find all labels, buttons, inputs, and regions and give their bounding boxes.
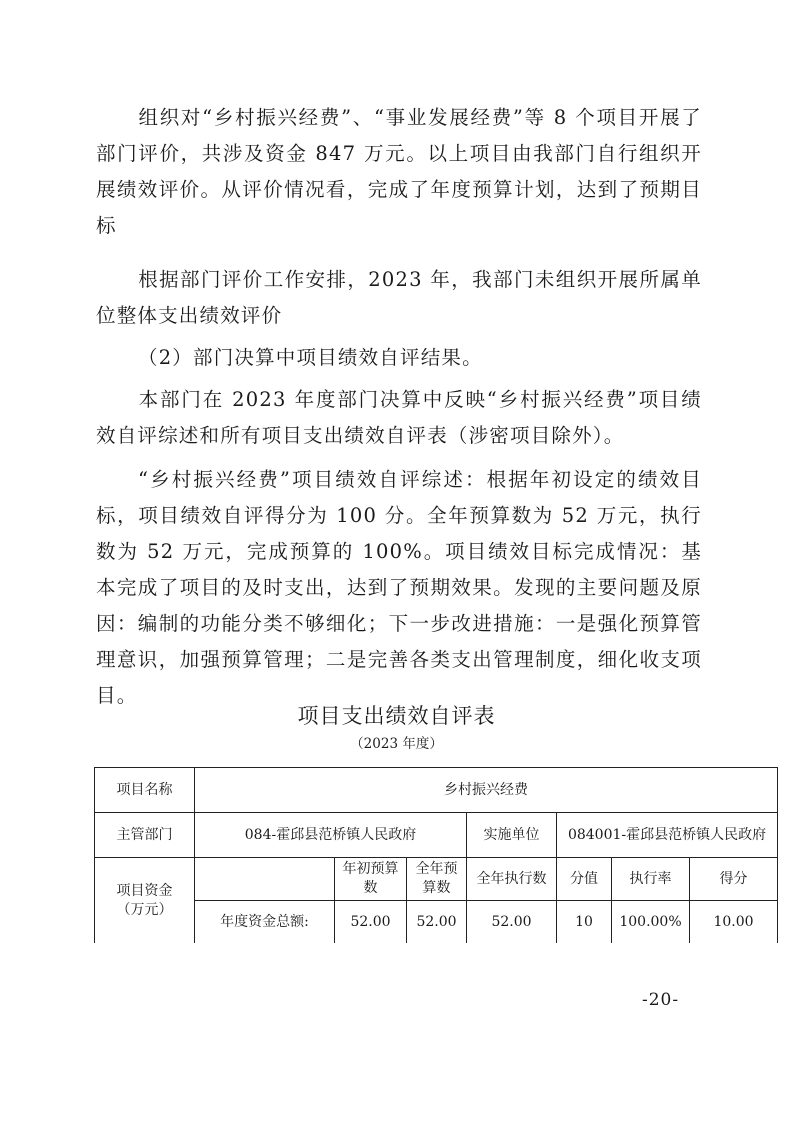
table-title: 项目支出绩效自评表: [297, 704, 496, 728]
impl-unit-label: 实施单位: [467, 813, 557, 858]
funds-label-line2: （万元）: [116, 901, 173, 918]
paragraph-evaluation-summary: 组织对“乡村振兴经费”、“事业发展经费”等 8 个项目开展了部门评价，共涉及资金 847 万元。以上项目由我部门自行组织开展绩效评价。从评价情况看，完成了年度预算计划，达到了预期目标: [96, 106, 702, 237]
table-row: [95, 768, 778, 813]
table-subtitle: （2023 年度）: [350, 736, 443, 752]
total-initial-budget: 52.00: [335, 901, 407, 944]
project-name-value: 乡村振兴经费: [195, 768, 778, 813]
page-number: -20-: [642, 990, 680, 1010]
total-score-value: 10: [557, 901, 612, 944]
total-annual-budget: 52.00: [407, 901, 467, 944]
dept-label: 主管部门: [95, 813, 195, 858]
total-exec-rate: 100.00%: [612, 901, 690, 944]
total-score: 10.00: [690, 901, 778, 944]
paragraph-unit-evaluation: 根据部门评价工作安排，2023 年，我部门未组织开展所属单位整体支出绩效评价: [96, 268, 702, 327]
header-exec-rate: 执行率: [612, 858, 690, 901]
project-name-label: 项目名称: [95, 768, 195, 813]
table-row: [95, 858, 778, 901]
paragraph-project-review: “乡村振兴经费”项目绩效自评综述：根据年初设定的绩效目标，项目绩效自评得分为 100 分。全年预算数为 52 万元，执行数为 52 万元，完成预算的 100%。项目绩效目标完成情况：基本完成了项目的及时支出，达到了预期效果。发现的主要问题及原因：编制的功能分类不够细化；下一步改进措施：一是强化预算管理意识，加强预算管理；二是完善各类支出管理制度，细化收支项目。: [96, 468, 702, 707]
header-initial-budget: 年初预算数: [335, 858, 407, 901]
total-executed: 52.00: [467, 901, 557, 944]
table-row: [95, 813, 778, 858]
impl-unit-value: 084001-霍邱县范桥镇人民政府: [557, 813, 778, 858]
total-funds-label: 年度资金总额:: [195, 901, 335, 944]
header-score: 得分: [690, 858, 778, 901]
table-row: [95, 901, 778, 944]
paragraph-final-accounts: 本部门在 2023 年度部门决算中反映“乡村振兴经费”项目绩效自评综述和所有项目支出绩效自评表（涉密项目除外）。: [96, 388, 702, 447]
funds-label-line1: 项目资金: [116, 882, 173, 899]
header-executed: 全年执行数: [467, 858, 557, 901]
header-score-value: 分值: [557, 858, 612, 901]
header-annual-budget: 全年预算数: [407, 858, 467, 901]
performance-evaluation-table: [94, 767, 778, 943]
funds-label: [95, 858, 195, 944]
header-blank: [195, 858, 335, 901]
dept-value: 084-霍邱县范桥镇人民政府: [195, 813, 467, 858]
paragraph-section-heading: （2）部门决算中项目绩效自评结果。: [138, 346, 483, 369]
